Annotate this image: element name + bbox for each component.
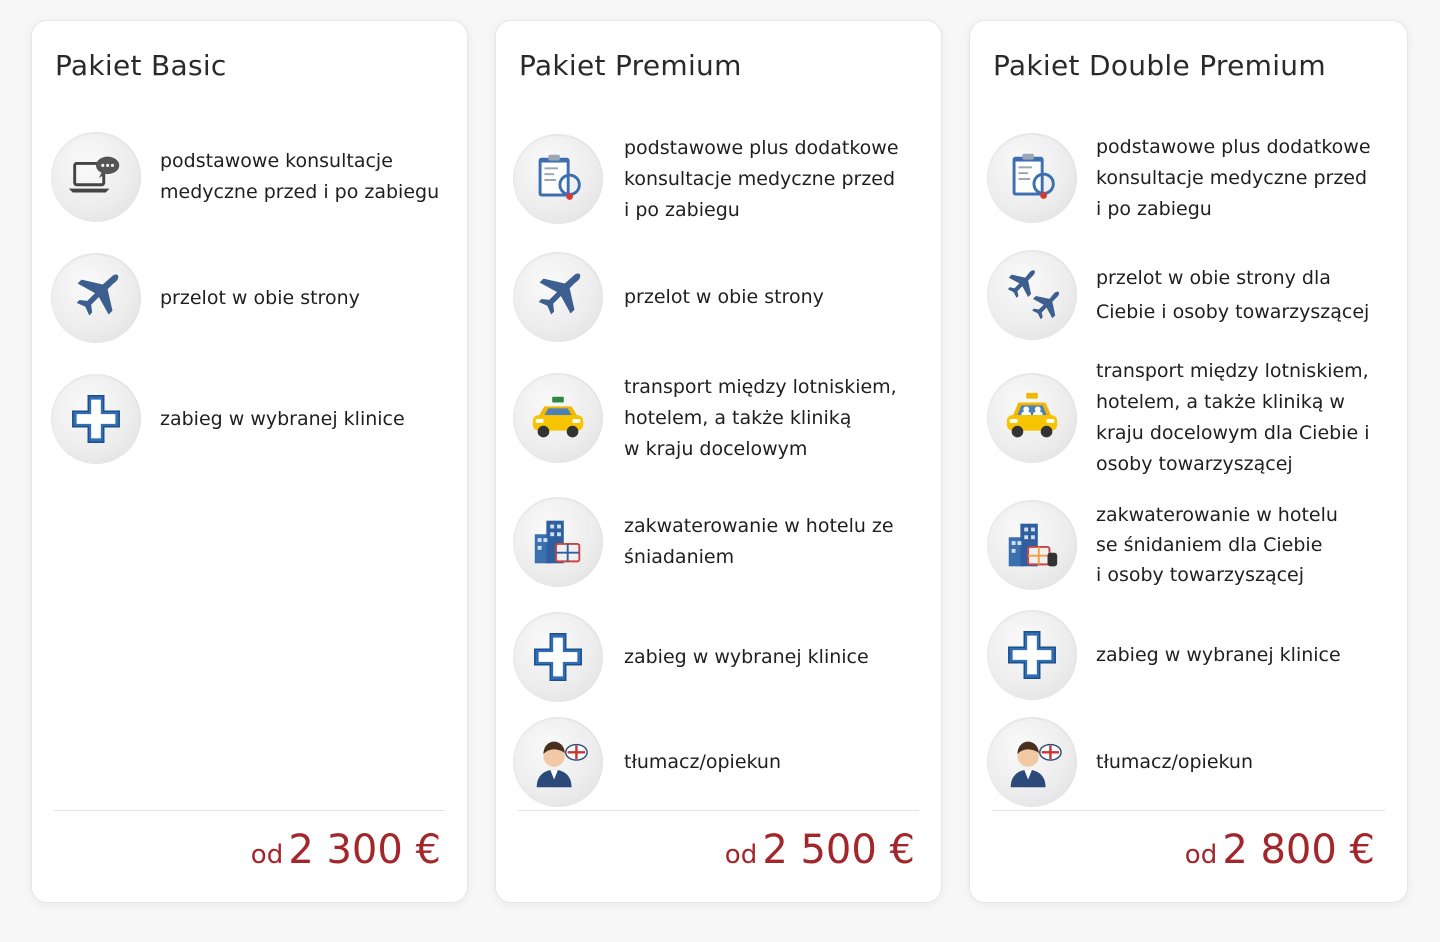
- feature-text: przelot w obie strony: [160, 286, 360, 309]
- feature-item: [970, 495, 1407, 595]
- price-prefix: od: [724, 840, 758, 870]
- feature-item: [496, 607, 941, 707]
- feature-text: zabieg w wybranej klinice: [160, 407, 405, 430]
- medical-cross-icon: [51, 374, 141, 464]
- feature-item: [32, 248, 467, 348]
- price-prefix: od: [250, 840, 284, 870]
- feature-item: [496, 712, 941, 812]
- hotel-icon: [513, 497, 603, 587]
- feature-text: tłumacz/opiekun: [624, 750, 782, 773]
- clipboard-stethoscope-icon: [987, 133, 1077, 223]
- package-price: [725, 827, 915, 873]
- feature-item: [970, 712, 1407, 812]
- clipboard-stethoscope-icon: [513, 134, 603, 224]
- package-card-premium: [495, 20, 942, 903]
- feature-text: zabieg w wybranej klinice: [624, 645, 869, 668]
- feature-text: przelot w obie strony dla Ciebie i osoby towarzyszącej: [1096, 267, 1370, 323]
- laptop-chat-icon: [51, 132, 141, 222]
- feature-text: transport między lotniskiem, hotelem, a także kliniką w kraju docelowym: [624, 375, 897, 460]
- hotel-couple-icon: [987, 500, 1077, 590]
- package-title: Pakiet Premium: [519, 49, 742, 82]
- feature-item: [970, 360, 1407, 475]
- feature-item: [970, 245, 1407, 345]
- divider: [518, 810, 919, 811]
- feature-item: [496, 492, 941, 592]
- plane-icon: [51, 253, 141, 343]
- two-planes-icon: [987, 250, 1077, 340]
- translator-icon: [987, 717, 1077, 807]
- plane-icon: [513, 252, 603, 342]
- feature-text: zabieg w wybranej klinice: [1096, 643, 1341, 666]
- medical-cross-icon: [513, 612, 603, 702]
- feature-item: [970, 128, 1407, 228]
- taxi-passengers-icon: [987, 373, 1077, 463]
- feature-text: transport między lotniskiem, hotelem, a także kliniką w kraju docelowym dla Ciebie i osoby towarzyszącej: [1096, 360, 1370, 475]
- feature-item: [496, 247, 941, 347]
- package-card-basic: [31, 20, 468, 903]
- divider: [54, 810, 445, 811]
- feature-item: [32, 127, 467, 227]
- feature-item: [32, 369, 467, 469]
- package-card-double-premium: [969, 20, 1408, 903]
- price-amount: 2 500 €: [762, 827, 915, 873]
- divider: [992, 810, 1385, 811]
- feature-text: podstawowe konsultacje medyczne przed i po zabiegu: [160, 150, 440, 203]
- feature-text: zakwaterowanie w hotelu se śnidaniem dla Ciebie i osoby towarzyszącej: [1096, 504, 1338, 586]
- feature-item: [496, 129, 941, 229]
- medical-cross-icon: [987, 610, 1077, 700]
- feature-text: podstawowe plus dodatkowe konsultacje medyczne przed i po zabiegu: [1096, 135, 1371, 220]
- package-price: [1185, 827, 1375, 873]
- feature-text: tłumacz/opiekun: [1096, 750, 1254, 773]
- feature-text: podstawowe plus dodatkowe konsultacje medyczne przed i po zabiegu: [624, 136, 899, 221]
- package-price: [251, 827, 441, 873]
- feature-text: przelot w obie strony: [624, 285, 824, 308]
- feature-item: [496, 368, 941, 468]
- price-prefix: od: [1184, 840, 1218, 870]
- package-title: Pakiet Double Premium: [993, 49, 1326, 82]
- feature-item: [970, 605, 1407, 705]
- package-title: Pakiet Basic: [55, 49, 227, 82]
- feature-text: zakwaterowanie w hotelu ze śniadaniem: [624, 515, 894, 568]
- translator-icon: [513, 717, 603, 807]
- price-amount: 2 300 €: [288, 827, 441, 873]
- price-amount: 2 800 €: [1222, 827, 1375, 873]
- taxi-icon: [513, 373, 603, 463]
